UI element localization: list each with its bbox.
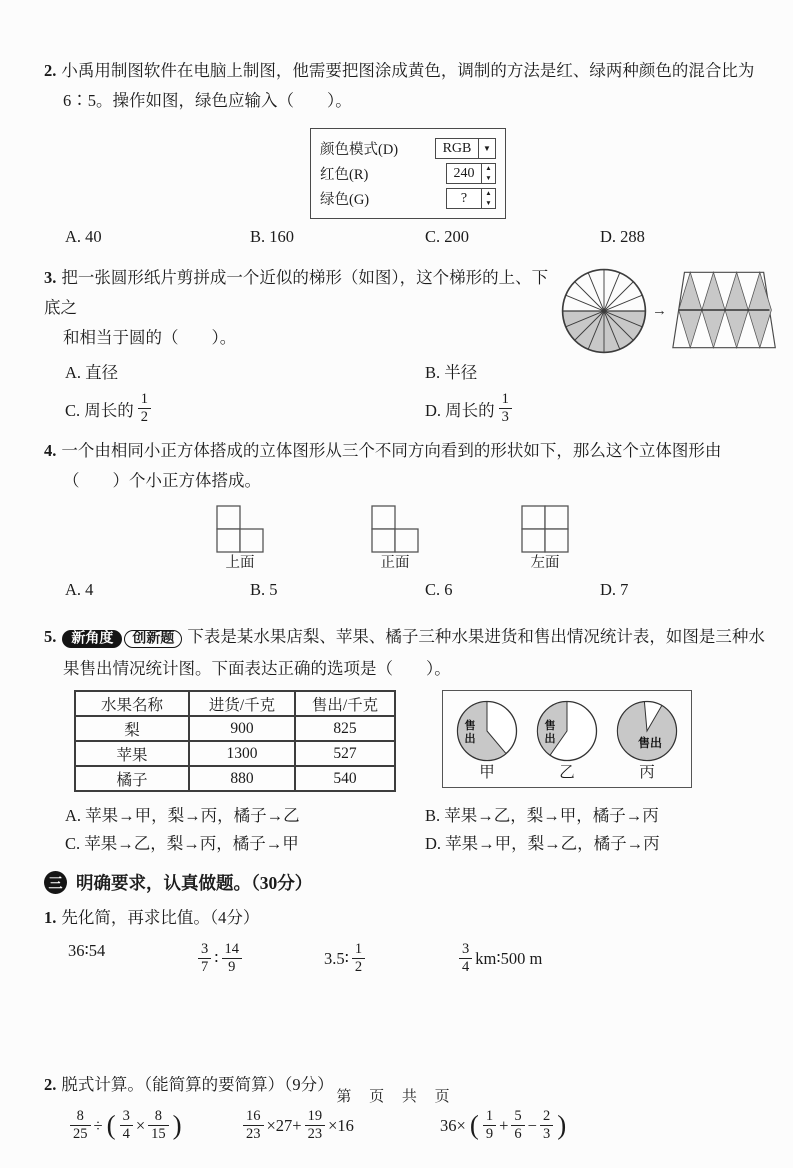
question-3-number: 3. xyxy=(44,268,57,287)
option-a: A. 苹果→甲，梨→丙，橘子→乙 xyxy=(65,806,300,826)
color-mode-dropdown[interactable] xyxy=(435,138,496,159)
svg-text:出: 出 xyxy=(544,733,556,746)
question-3-text-block xyxy=(44,263,559,426)
question-4 xyxy=(44,436,765,608)
svg-text:出: 出 xyxy=(464,733,476,746)
arrow-right-icon: → xyxy=(652,302,667,319)
cell-apple-stock: 1300 xyxy=(189,741,295,766)
section-three-title: 明确要求，认真做题。（30分） xyxy=(76,873,313,894)
question-2-line1 xyxy=(44,56,765,86)
question-4-text: 一个由相同小正方体搭成的立体图形从三个不同方向看到的形状如下，那么这个立体图形由 xyxy=(61,441,722,461)
table-header-row xyxy=(75,691,395,716)
option-b: B. 160 xyxy=(250,227,295,246)
spinner-down-icon[interactable]: ▼ xyxy=(485,175,492,182)
front-view-label: 正面 xyxy=(380,555,410,572)
col-header-name: 水果名称 xyxy=(75,691,189,716)
red-value-row xyxy=(320,161,496,186)
calc-2-number: 2. xyxy=(44,1075,57,1095)
question-5-line2: 果售出情况统计图。下面表达正确的选项是（ ）。 xyxy=(63,659,451,679)
trapezoid-sectors-figure xyxy=(669,268,783,354)
question-2 xyxy=(44,56,765,255)
front-view-shape xyxy=(370,504,420,554)
question-3-line2: 和相当于圆的（ ）。 xyxy=(63,328,237,347)
calc-expression-3: 36× ( $\frac{1}{9}$ + $\frac{5}{6}$ − $\frac{2}{3}$ ) xyxy=(440,1108,567,1143)
innovation-badge: 创新题 xyxy=(124,630,182,648)
green-label: 绿色(G) xyxy=(320,192,370,208)
question-3 xyxy=(44,263,765,426)
left-view-figure xyxy=(520,504,570,572)
ratio-expression-4: $\frac{3}{4}$ km∶500 m xyxy=(459,941,542,976)
question-5 xyxy=(44,622,765,854)
pie-yi-chart xyxy=(535,699,599,763)
question-2-number: 2. xyxy=(44,61,57,80)
circle-sectors-figure xyxy=(558,265,650,357)
spinner-up-icon[interactable]: ▲ xyxy=(485,190,492,197)
left-view-shape xyxy=(520,504,570,554)
spinner-down-icon[interactable]: ▼ xyxy=(485,200,492,207)
calc-1-title: 先化简，再求比值。（4分） xyxy=(61,908,260,928)
cube-views-figure xyxy=(44,504,765,576)
cell-orange-stock: 880 xyxy=(189,766,295,791)
red-label: 红色(R) xyxy=(320,167,369,183)
question-2-text: 小禹用制图软件在电脑上制图，他需要把图涂成黄色，调制的方法是红、绿两种颜色的混合比为 xyxy=(61,61,755,80)
svg-text:售出: 售出 xyxy=(637,736,663,751)
option-a: A. 4 xyxy=(65,580,94,600)
green-value-row xyxy=(320,186,496,211)
svg-text:售: 售 xyxy=(464,720,476,733)
circle-to-trapezoid-figure xyxy=(558,265,783,357)
pie-yi-label: 乙 xyxy=(559,764,575,782)
option-c: C. 200 xyxy=(425,227,470,246)
top-view-label: 上面 xyxy=(225,555,255,572)
option-a: A. 40 xyxy=(65,227,102,246)
option-b: B. 5 xyxy=(250,580,278,600)
option-d: D. 288 xyxy=(600,227,645,246)
question-5-options xyxy=(44,802,765,854)
question-5-text: 下表是某水果店梨、苹果、橘子三种水果进货和售出情况统计表，如图是三种水 xyxy=(187,627,765,647)
calc-1-number: 1. xyxy=(44,908,57,928)
question-4-line1 xyxy=(44,436,765,466)
calc-problem-1 xyxy=(44,903,765,996)
option-b: B. 半径 xyxy=(425,363,478,382)
calc-expressions-row xyxy=(44,1108,765,1168)
question-3-options xyxy=(44,359,559,426)
section-three-icon: 三 xyxy=(44,871,67,894)
option-b: B. 苹果→乙，梨→甲，橘子→丙 xyxy=(425,806,659,826)
option-d: D. 苹果→甲，梨→乙，橘子→丙 xyxy=(425,834,660,854)
color-mode-row xyxy=(320,136,496,161)
dropdown-arrow-icon[interactable]: ▼ xyxy=(479,138,496,159)
option-d: D. 7 xyxy=(600,580,629,600)
pie-chart-panel xyxy=(442,690,692,788)
question-4-number: 4. xyxy=(44,441,57,461)
new-angle-badge: 新角度 xyxy=(62,630,122,648)
option-c: C. 苹果→乙，梨→丙，橘子→甲 xyxy=(65,834,299,854)
question-3-line1 xyxy=(44,263,559,323)
green-value: ? xyxy=(446,188,482,209)
pie-jia-chart xyxy=(455,699,519,763)
cell-pear-name: 梨 xyxy=(75,716,189,741)
calc-2-title: 脱式计算。（能简算的要简算）（9分） xyxy=(61,1075,334,1095)
col-header-sold: 售出/千克 xyxy=(295,691,395,716)
ratio-expression-2: $\frac{3}{7}$ ∶ $\frac{14}{9}$ xyxy=(198,941,242,976)
top-view-shape xyxy=(215,504,265,554)
ratio-expression-3: 3.5∶ $\frac{1}{2}$ xyxy=(324,941,365,976)
question-4-line2: （ ）个小正方体搭成。 xyxy=(63,471,261,491)
calc-expression-2: $\frac{16}{23}$ ×27+ $\frac{19}{23}$ ×16 xyxy=(243,1108,354,1143)
red-value-spinner[interactable] xyxy=(446,163,496,184)
question-5-figures xyxy=(44,690,765,792)
calc-expression-1: $\frac{8}{25}$ ÷ ( $\frac{3}{4}$ × $\frac{8}{15}$ ) xyxy=(70,1108,183,1143)
ratio-expression-1: 36∶54 xyxy=(68,941,106,961)
option-c: C. 6 xyxy=(425,580,453,600)
question-4-options xyxy=(44,580,765,608)
pie-bing-chart xyxy=(615,699,679,763)
pie-jia-label: 甲 xyxy=(479,764,495,782)
cell-apple-name: 苹果 xyxy=(75,741,189,766)
cell-orange-name: 橘子 xyxy=(75,766,189,791)
pie-jia xyxy=(455,699,519,783)
red-spinner-arrows[interactable] xyxy=(482,163,496,184)
green-value-spinner[interactable] xyxy=(446,188,496,209)
option-a: A. 直径 xyxy=(65,363,119,382)
left-view-label: 左面 xyxy=(530,555,560,572)
section-three-header xyxy=(44,870,765,895)
pie-bing-label: 丙 xyxy=(639,764,655,782)
fruit-stats-table xyxy=(74,690,396,792)
col-header-stock: 进货/千克 xyxy=(189,691,295,716)
green-spinner-arrows[interactable] xyxy=(482,188,496,209)
question-3-text: 把一张圆形纸片剪拼成一个近似的梯形（如图），这个梯形的上、下底之 xyxy=(44,268,549,317)
cell-pear-stock: 900 xyxy=(189,716,295,741)
table-row-pear xyxy=(75,716,395,741)
red-value: 240 xyxy=(446,163,482,184)
pie-bing xyxy=(615,699,679,783)
cell-pear-sold: 825 xyxy=(295,716,395,741)
top-view-figure xyxy=(215,504,265,572)
color-picker-dialog xyxy=(310,128,506,219)
question-2-options xyxy=(44,227,765,255)
ratio-problems-row xyxy=(44,941,765,996)
calc-1-title-line xyxy=(44,903,765,933)
option-c: C. 周长的 $\frac{1}{2}$ xyxy=(65,391,425,426)
cell-apple-sold: 527 xyxy=(295,741,395,766)
question-5-number: 5. xyxy=(44,627,57,647)
color-mode-label: 颜色模式(D) xyxy=(320,142,399,158)
svg-text:售: 售 xyxy=(544,720,556,733)
option-d: D. 周长的 $\frac{1}{3}$ xyxy=(425,391,559,426)
pie-yi xyxy=(535,699,599,783)
page-footer: 第 页 共 页 xyxy=(336,1089,457,1105)
color-mode-value: RGB xyxy=(435,138,479,159)
question-5-line1 xyxy=(44,622,765,654)
table-row-apple xyxy=(75,741,395,766)
table-row-orange xyxy=(75,766,395,791)
front-view-figure xyxy=(370,504,420,572)
question-2-line2: 6∶5。操作如图，绿色应输入（ ）。 xyxy=(63,91,352,110)
spinner-up-icon[interactable]: ▲ xyxy=(485,165,492,172)
cell-orange-sold: 540 xyxy=(295,766,395,791)
